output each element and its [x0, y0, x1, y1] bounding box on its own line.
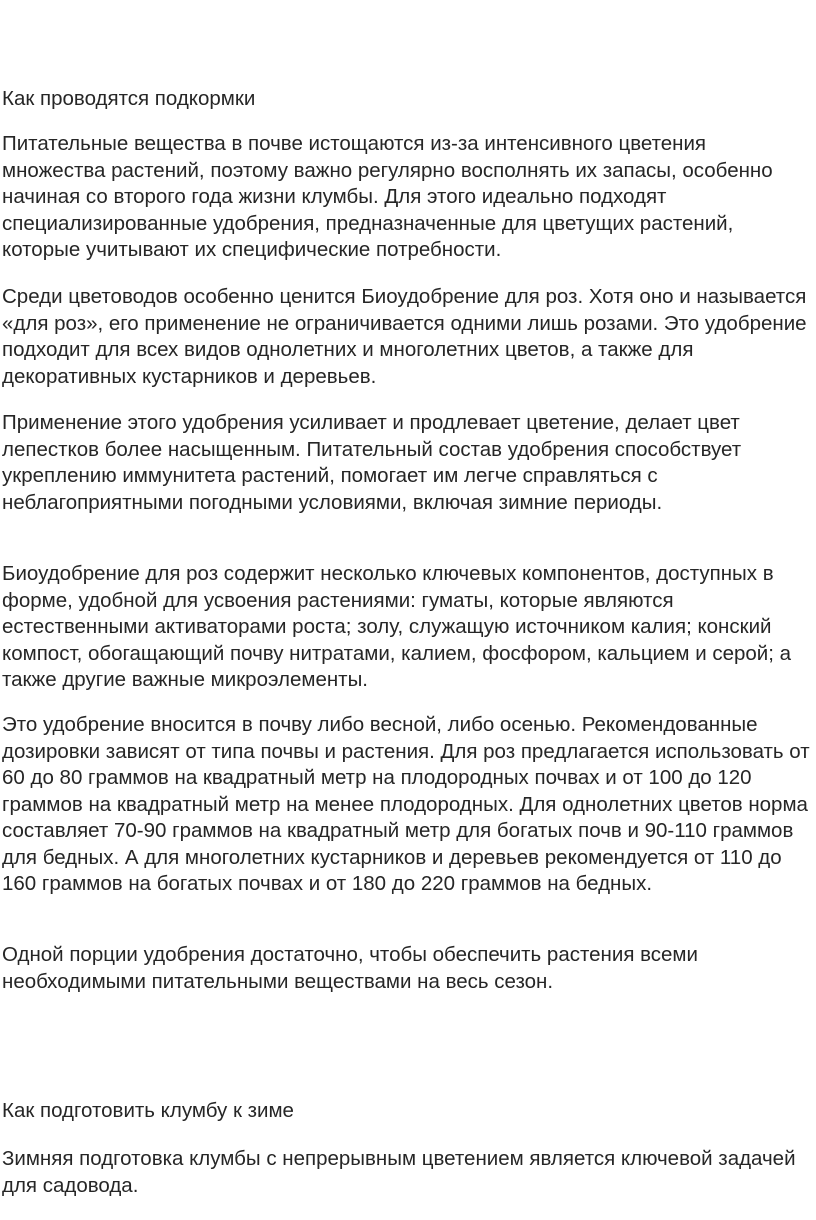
paragraph: Одной порции удобрения достаточно, чтобы обеспечить растения всеми необходимыми питательными веществами на весь сезон.	[2, 943, 698, 993]
paragraph: Биоудобрение для роз содержит несколько ключевых компонентов, доступных в форме, удобной для усвоения растениями: гуматы, которые являются естественными активаторами роста; золу, служащую источником калия; конский компост, обогащающий почву нитратами, калием, фосфором, кальцием и серой; а также другие важные микроэлементы.	[2, 562, 792, 691]
paragraph: Питательные вещества в почве истощаются из-за интенсивного цветения множества растений, поэтому важно регулярно восполнять их запасы, особенно начиная со второго года жизни клумбы. Для этого идеально подходят специализированные удобрения, предназначенные для цветущих растений, которые учитывают их специфические потребности.	[2, 132, 773, 261]
paragraph: Среди цветоводов особенно ценится Биоудобрение для роз. Хотя оно и называется «для роз», его применение не ограничивается одними лишь розами. Это удобрение подходит для всех видов однолетних и многолетних цветов, а также для декоративных кустарников и деревьев.	[2, 285, 807, 388]
paragraph: Это удобрение вносится в почву либо весной, либо осенью. Рекомендованные дозировки зависят от типа почвы и растения. Для роз предлагается использовать от 60 до 80 граммов на квадратный метр на плодородных почвах и от 100 до 120 граммов на квадратный метр на менее плодородных. Для однолетних цветов норма составляет 70-90 граммов на квадратный метр для богатых почв и 90-110 граммов для бедных. А для многолетних кустарников и деревьев рекомендуется от 110 до 160 граммов на богатых почвах и от 180 до 220 граммов на бедных.	[2, 713, 810, 895]
paragraph: Зимняя подготовка клумбы с непрерывным цветением является ключевой задачей для садовода.	[2, 1147, 796, 1197]
section-heading-winter: Как подготовить клумбу к зиме	[2, 1099, 294, 1122]
paragraph: Применение этого удобрения усиливает и продлевает цветение, делает цвет лепестков более насыщенным. Питательный состав удобрения способствует укреплению иммунитета растений, помогает им легче справляться с неблагоприятными погодными условиями, включая зимние периоды.	[2, 411, 742, 514]
section-heading-fertilizing: Как проводятся подкормки	[2, 87, 256, 110]
